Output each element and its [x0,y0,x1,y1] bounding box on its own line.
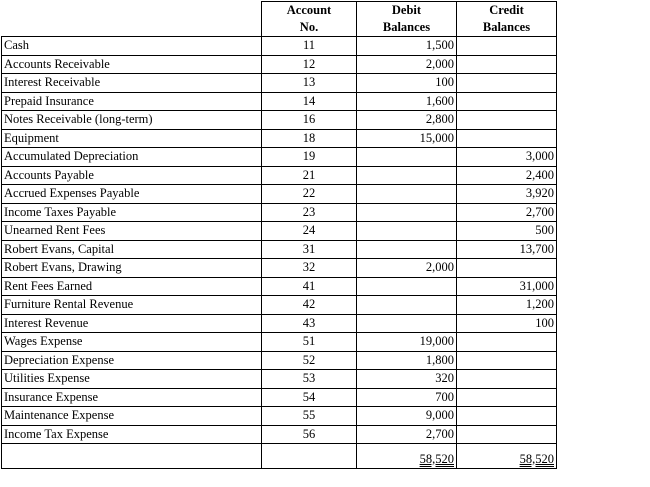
credit-balance: 3,000 [457,148,557,167]
credit-balance [457,370,557,389]
table-row [2,333,557,352]
debit-balance: 19,000 [357,333,457,352]
account-number: 56 [262,425,357,444]
table-row [2,425,557,444]
debit-balance: 2,000 [357,55,457,74]
table-row [2,37,557,56]
account-name: Notes Receivable (long-term) [2,111,262,130]
account-number: 24 [262,222,357,241]
table-row [2,407,557,426]
header-credit-line2: Balances [482,20,531,34]
credit-balance: 1,200 [457,296,557,315]
account-number: 16 [262,111,357,130]
debit-balance [357,314,457,333]
account-number: 14 [262,92,357,111]
debit-balance: 2,700 [357,425,457,444]
trial-balance-table [1,1,557,469]
credit-balance: 31,000 [457,277,557,296]
table-row [2,185,557,204]
credit-balance [457,92,557,111]
account-name: Depreciation Expense [2,351,262,370]
credit-balance [457,259,557,278]
debit-balance: 2,800 [357,111,457,130]
credit-balance [457,55,557,74]
account-name: Equipment [2,129,262,148]
table-row [2,111,557,130]
table-row [2,388,557,407]
account-number: 43 [262,314,357,333]
header-row [2,2,557,37]
account-name: Robert Evans, Capital [2,240,262,259]
account-name: Prepaid Insurance [2,92,262,111]
account-name: Utilities Expense [2,370,262,389]
header-blank-cell [2,2,262,37]
account-number: 32 [262,259,357,278]
account-number: 21 [262,166,357,185]
account-number: 18 [262,129,357,148]
account-name: Accumulated Depreciation [2,148,262,167]
account-name: Maintenance Expense [2,407,262,426]
totals-row [2,444,557,469]
credit-balance: 3,920 [457,185,557,204]
credit-balance [457,129,557,148]
table-row [2,55,557,74]
account-number: 23 [262,203,357,222]
account-number: 54 [262,388,357,407]
account-name: Cash [2,37,262,56]
account-name: Unearned Rent Fees [2,222,262,241]
header-debit-line1: Debit [391,3,422,17]
table-row [2,203,557,222]
account-name: Income Tax Expense [2,425,262,444]
account-name: Robert Evans, Drawing [2,259,262,278]
account-number: 13 [262,74,357,93]
credit-balance [457,333,557,352]
account-number: 19 [262,148,357,167]
account-name: Rent Fees Earned [2,277,262,296]
account-number: 12 [262,55,357,74]
account-number: 52 [262,351,357,370]
account-name: Interest Revenue [2,314,262,333]
account-number: 42 [262,296,357,315]
account-number: 55 [262,407,357,426]
credit-balance [457,425,557,444]
totals-no-cell [262,444,357,469]
credit-balance: 2,400 [457,166,557,185]
table-row [2,222,557,241]
debit-balance [357,185,457,204]
total-credit: 58,520 [457,444,557,469]
debit-balance: 1,800 [357,351,457,370]
header-debit [357,2,457,37]
account-name: Insurance Expense [2,388,262,407]
credit-balance: 2,700 [457,203,557,222]
header-credit-line1: Credit [489,3,524,17]
debit-balance [357,277,457,296]
credit-balance [457,111,557,130]
table-row [2,259,557,278]
account-number: 11 [262,37,357,56]
account-name: Interest Receivable [2,74,262,93]
credit-balance: 13,700 [457,240,557,259]
account-name: Income Taxes Payable [2,203,262,222]
table-row [2,92,557,111]
table-row [2,370,557,389]
table-row [2,314,557,333]
table-row [2,240,557,259]
table-body [2,37,557,444]
account-number: 53 [262,370,357,389]
debit-balance [357,222,457,241]
credit-balance [457,74,557,93]
debit-balance [357,203,457,222]
credit-balance [457,351,557,370]
table-row [2,277,557,296]
account-name: Accounts Payable [2,166,262,185]
table-row [2,166,557,185]
account-number: 51 [262,333,357,352]
table-row [2,351,557,370]
header-account-no-line2: No. [299,20,319,34]
debit-balance: 1,500 [357,37,457,56]
debit-balance [357,148,457,167]
debit-balance [357,296,457,315]
debit-balance [357,166,457,185]
header-credit [457,2,557,37]
account-number: 41 [262,277,357,296]
credit-balance: 100 [457,314,557,333]
total-debit: 58,520 [357,444,457,469]
header-debit-line2: Balances [382,20,431,34]
header-account-no [262,2,357,37]
account-name: Accounts Receivable [2,55,262,74]
table-row [2,129,557,148]
account-name: Accrued Expenses Payable [2,185,262,204]
debit-balance: 700 [357,388,457,407]
header-account-no-line1: Account [286,3,332,17]
debit-balance: 1,600 [357,92,457,111]
debit-balance: 320 [357,370,457,389]
account-number: 22 [262,185,357,204]
account-name: Wages Expense [2,333,262,352]
table-row [2,74,557,93]
debit-balance: 15,000 [357,129,457,148]
credit-balance [457,37,557,56]
credit-balance: 500 [457,222,557,241]
debit-balance: 2,000 [357,259,457,278]
credit-balance [457,388,557,407]
account-number: 31 [262,240,357,259]
table-row [2,296,557,315]
debit-balance [357,240,457,259]
totals-label-cell [2,444,262,469]
debit-balance: 9,000 [357,407,457,426]
debit-balance: 100 [357,74,457,93]
account-name: Furniture Rental Revenue [2,296,262,315]
credit-balance [457,407,557,426]
table-row [2,148,557,167]
